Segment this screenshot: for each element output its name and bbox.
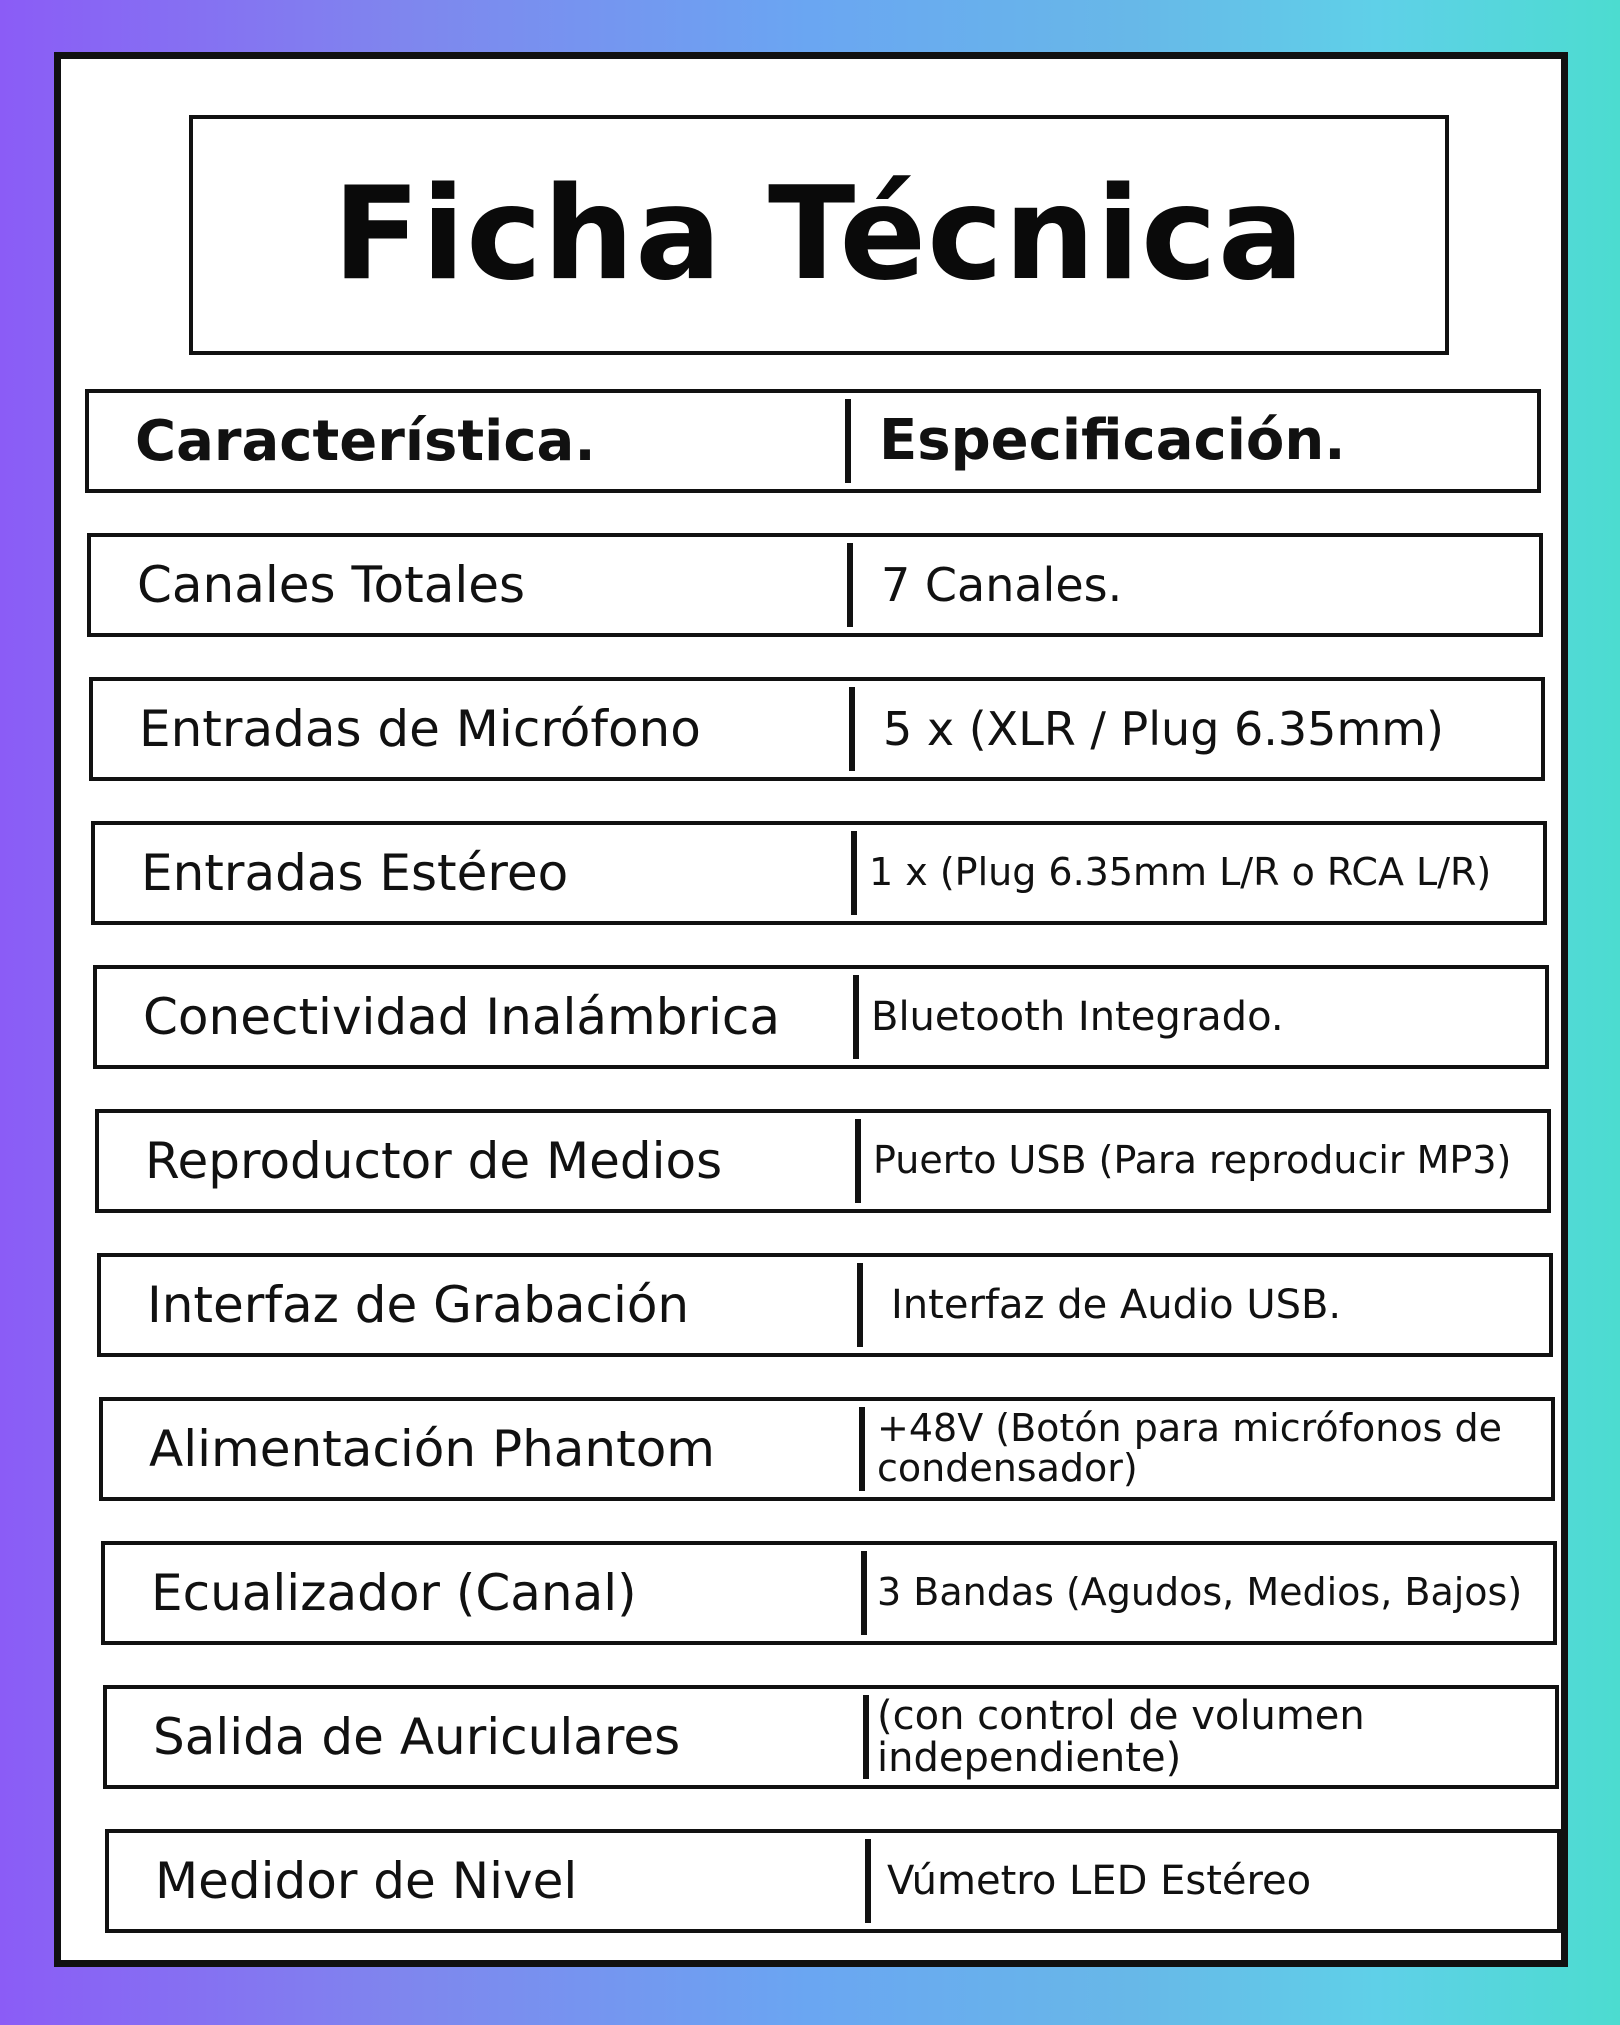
row-feature: Entradas de Micrófono (139, 700, 701, 758)
row-feature: Conectividad Inalámbrica (143, 988, 781, 1046)
table-row (97, 1253, 1553, 1357)
row-feature: Alimentación Phantom (149, 1420, 716, 1478)
column-divider (861, 1551, 867, 1635)
column-divider (849, 687, 855, 771)
table-row (105, 1829, 1561, 1933)
row-spec: 1 x (Plug 6.35mm L/R o RCA L/R) (869, 850, 1492, 895)
row-feature: Salida de Auriculares (153, 1708, 681, 1766)
table-header-row (85, 389, 1541, 493)
title-box (189, 115, 1449, 355)
column-divider (853, 975, 859, 1059)
table-row (93, 965, 1549, 1069)
row-spec: Interfaz de Audio USB. (891, 1282, 1342, 1328)
column-divider (857, 1263, 863, 1347)
column-divider (851, 831, 857, 915)
header-feature: Característica. (135, 408, 596, 474)
table-row (95, 1109, 1551, 1213)
column-divider (845, 399, 851, 483)
column-divider (863, 1695, 869, 1779)
row-spec: +48V (Botón para micrófonos de condensador) (877, 1406, 1502, 1490)
table-row (91, 821, 1547, 925)
column-divider (865, 1839, 871, 1923)
row-spec: 7 Canales. (881, 557, 1123, 612)
row-spec: (con control de volumen independiente) (877, 1693, 1365, 1781)
row-spec: 3 Bandas (Agudos, Medios, Bajos) (877, 1570, 1523, 1615)
spec-sheet-card (54, 52, 1568, 1967)
row-feature: Entradas Estéreo (141, 844, 569, 902)
row-spec: Puerto USB (Para reproducir MP3) (873, 1138, 1512, 1183)
table-row (101, 1541, 1557, 1645)
row-feature: Ecualizador (Canal) (151, 1564, 637, 1622)
table-row (89, 677, 1545, 781)
row-spec: 5 x (XLR / Plug 6.35mm) (883, 701, 1445, 756)
table-row (87, 533, 1543, 637)
column-divider (859, 1407, 865, 1491)
column-divider (855, 1119, 861, 1203)
page-title: Ficha Técnica (332, 160, 1306, 309)
table-row (99, 1397, 1555, 1501)
table-row (103, 1685, 1559, 1789)
row-feature: Canales Totales (137, 556, 526, 614)
header-spec: Especificación. (879, 407, 1346, 473)
row-feature: Reproductor de Medios (145, 1132, 723, 1190)
row-feature: Interfaz de Grabación (147, 1276, 690, 1334)
row-feature: Medidor de Nivel (155, 1852, 578, 1910)
row-spec: Bluetooth Integrado. (871, 994, 1284, 1040)
column-divider (847, 543, 853, 627)
row-spec: Vúmetro LED Estéreo (887, 1858, 1312, 1904)
